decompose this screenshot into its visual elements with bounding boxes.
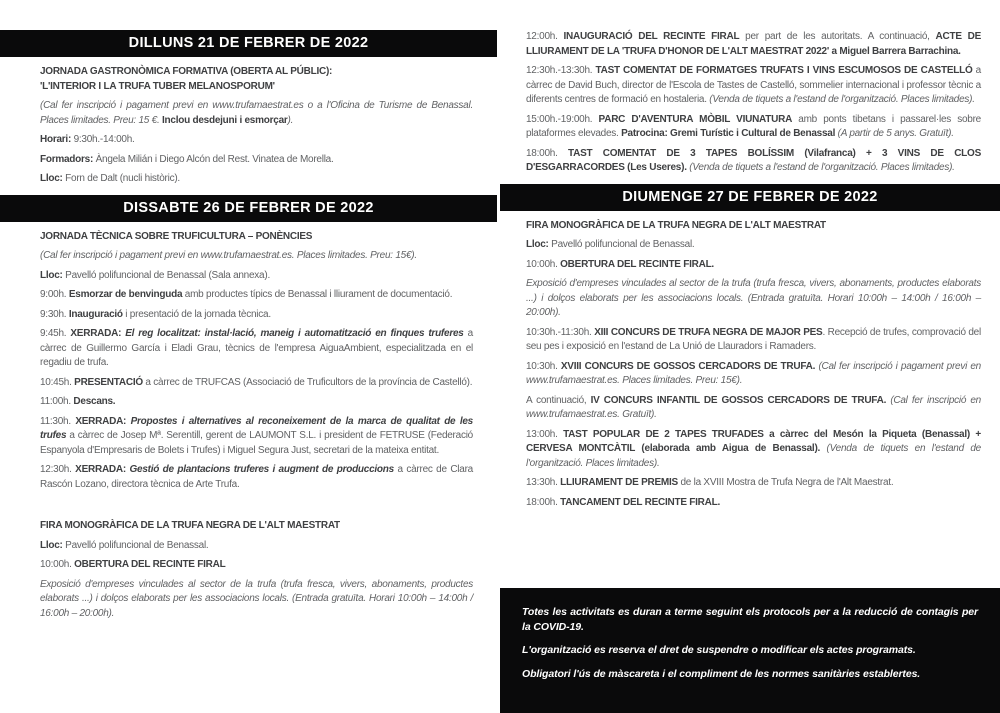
- text-run: 12:30h.: [40, 464, 76, 475]
- text-run: de la XVIII Mostra de Trufa Negra de l'Alt Maestrat.: [677, 477, 894, 488]
- text-run: . Recepció de trufes, comprovació del seu pes i exposició en l'estand de La Unió de Llauradors i Ramaders.: [526, 326, 981, 352]
- text-run: FIRA MONOGRÀFICA DE LA TRUFA NEGRA DE L'ALT MAESTRAT: [40, 520, 340, 531]
- text-run: Forn de Dalt (nucli històric).: [65, 173, 180, 184]
- text-run: TAST POPULAR DE 2 TAPES TRUFADES a càrrec del Mesón la Piqueta (Benassal) + CERVESA MONTCÀTIL (elaborada amb Aigua de Benassal).: [526, 428, 981, 454]
- text-run: El reg localitzat: instal·lació, maneig i automatització en finques truferes: [125, 328, 464, 339]
- text-run: 10:00h.: [526, 258, 561, 270]
- text-run: amb ponts tibetans i passarel·les sobre plataformes elevades.: [526, 113, 981, 139]
- text-run: (Cal fer inscripció i pagament previ en www.trufamaestrat.es. Places limitades. Preu: 15€).: [40, 250, 417, 261]
- text-run: PRESENTACIÓ: [74, 376, 143, 388]
- text-run: a càrrec de Guillermo García i Eladi Grau, tècnics de l'empresa AiguaAmbient, especialitzada en el regadiu de trufa.: [40, 328, 473, 368]
- registration-note: [40, 249, 473, 264]
- text-run: Lloc:: [526, 239, 552, 250]
- event-title-fira-monografica: [40, 519, 473, 534]
- text-run: 13:00h.: [526, 428, 564, 440]
- location-line: [40, 172, 473, 187]
- text-run: JORNADA GASTRONÒMICA FORMATIVA (OBERTA AL PÚBLIC):: [40, 66, 333, 77]
- text-run: TAST COMENTAT DE 3 TAPES BOLÍSSIM (Vilafranca) + 3 VINS DE CLOS D'ESGARRACORDES (Les Useres).: [526, 147, 981, 173]
- text-run: Patrocina: Gremi Turístic i Cultural de Benassal: [621, 128, 838, 139]
- covid-notice: [500, 588, 1000, 713]
- text-run: XERRADA:: [70, 328, 126, 339]
- trainers-line: [40, 153, 473, 168]
- agenda-item-1200: [526, 30, 981, 59]
- text-run: XVIII CONCURS DE GOSSOS CERCADORS DE TRUFA.: [560, 360, 819, 372]
- text-run: Inauguració: [68, 308, 123, 320]
- text-run: Lloc:: [40, 173, 66, 184]
- text-run: (Cal fer inscripció i pagament previ en www.trufamaestrat.es. Places limitades. Preu: 15€).: [526, 360, 981, 386]
- agenda-item-1045: [40, 376, 473, 391]
- text-run: 18:00h.: [526, 147, 569, 159]
- text-run: Esmorzar de benvinguda: [68, 289, 183, 300]
- event-title-jornada-tecnica: [40, 230, 473, 245]
- text-run: Pavelló polifuncional de Benassal (Sala annexa).: [65, 269, 270, 281]
- agenda-item-1230: [40, 463, 473, 492]
- text-run: (Cal fer inscripció en www.trufamaestrat.es. Gratuït).: [526, 394, 981, 420]
- text-run: 9:45h.: [40, 328, 71, 339]
- text-run: Pavelló polifuncional de Benassal.: [551, 239, 695, 250]
- date-header-diumenge: DIUMENGE 27 DE FEBRER DE 2022: [500, 184, 1000, 211]
- text-run: Formadors:: [40, 153, 96, 165]
- left-column: [0, 0, 497, 626]
- registration-note: [40, 99, 473, 128]
- text-run: i presentació de la jornada tècnica.: [122, 308, 271, 320]
- text-run: a càrrec de David Buch, director de l'Escola de Tastes de Castelló, sommelier internacional i professor tècnic a diferents centres de formació en hostaleria.: [526, 65, 981, 105]
- text-run: ).: [287, 114, 294, 126]
- text-run: (Cal fer inscripció i pagament previ en www.trufamaestrat.es o a l'Oficina de Turisme de Benassal. Places limitades. Preu: 15 €.: [40, 100, 473, 126]
- agenda-item-0930: [40, 308, 473, 323]
- text-run: 13:30h.: [526, 477, 561, 488]
- text-run: FIRA MONOGRÀFICA DE LA TRUFA NEGRA DE L'ALT MAESTRAT: [526, 219, 826, 231]
- text-run: 10:30h.-11:30h.: [526, 326, 595, 338]
- agenda-item-1130: [40, 415, 473, 459]
- text-run: (Venda de tiquets a l'estand de l'organització. Places limitades).: [689, 162, 955, 173]
- text-run: JORNADA TÈCNICA SOBRE TRUFICULTURA – PONÈNCIES: [40, 230, 313, 242]
- text-run: INAUGURACIÓ DEL RECINTE FIRAL: [563, 31, 740, 42]
- text-run: PARC D'AVENTURA MÒBIL VIUNATURA: [598, 113, 793, 125]
- agenda-item-1500-1900: [526, 113, 981, 142]
- text-run: Àngela Milián i Diego Alcón del Rest. Vinatea de Morella.: [95, 153, 334, 165]
- text-run: OBERTURA DEL RECINTE FIRAL: [74, 559, 226, 570]
- agenda-item-1300: [526, 428, 981, 472]
- text-run: 9:30h.-14:00h.: [73, 134, 135, 145]
- text-run: per part de les autoritats. A continuació,: [739, 31, 936, 42]
- organizer-rights-note: L'organització es reserva el dret de suspendre o modificar els actes programats.: [522, 644, 916, 656]
- agenda-item-continuacio: [526, 394, 981, 423]
- text-run: a càrrec de TRUFCAS (Associació de Truficultors de la província de Castelló).: [142, 376, 473, 388]
- location-line: [526, 238, 981, 253]
- spacer: [0, 497, 497, 519]
- mask-requirement-note: Obligatori l'ús de màscareta i el compliment de les normes sanitàries establertes.: [522, 667, 921, 680]
- text-run: Lloc:: [40, 539, 66, 551]
- text-run: TAST COMENTAT DE FORMATGES TRUFATS I VINS ESCUMOSOS DE CASTELLÓ: [595, 65, 973, 76]
- event-title-fira-monografica: [526, 219, 981, 234]
- text-run: 11:30h.: [40, 415, 76, 427]
- agenda-item-1800-tancament: [526, 496, 981, 511]
- date-header-dissabte: DISSABTE 26 DE FEBRER DE 2022: [0, 195, 497, 222]
- agenda-item-1230-1330: [526, 64, 981, 108]
- text-run: 10:00h.: [40, 559, 75, 570]
- text-run: 15:00h.-19:00h.: [526, 113, 599, 125]
- text-run: 10:30h.: [526, 360, 561, 372]
- text-run: XERRADA:: [75, 415, 131, 427]
- agenda-item-1000: [526, 258, 981, 273]
- agenda-item-1800: [526, 147, 981, 176]
- text-run: 12:00h.: [526, 31, 564, 42]
- text-run: (A partir de 5 anys. Gratuït).: [837, 128, 954, 139]
- text-run: 9:30h.: [40, 308, 69, 320]
- text-run: 9:00h.: [40, 289, 69, 300]
- agenda-item-0900: [40, 288, 473, 303]
- text-run: 10:45h.: [40, 376, 75, 388]
- covid-protocol-note: Totes les activitats es duran a terme seguint els protocols per a la reducció de contagis per la COVID-19.: [522, 606, 978, 633]
- text-run: OBERTURA DEL RECINTE FIRAL.: [560, 258, 714, 270]
- text-run: (Venda de tiquets a l'estand de l'organització. Places limitades).: [709, 94, 975, 105]
- exhibition-note: [526, 277, 981, 321]
- text-run: Gestió de plantacions truferes i augment de produccions: [129, 464, 394, 475]
- schedule-line: [40, 133, 473, 148]
- text-run: 'L'INTERIOR I LA TRUFA TUBER MELANOSPORUM': [40, 80, 275, 92]
- text-run: amb productes típics de Benassal i lliurament de documentació.: [182, 289, 453, 300]
- text-run: Exposició d'empreses vinculades al sector de la trufa (trufa fresca, vivers, abonaments, productes elaborats ...) i dolços elaborats per les associacions locals. (Entrada gratuïta. Horari 10:00h – 14:00h / 16:00h – 20:00h).: [526, 278, 981, 318]
- text-run: ACTE DE LLIURAMENT DE LA 'TRUFA D'HONOR DE L'ALT MAESTRAT 2022' a Miguel Barrera Barrachina.: [526, 31, 981, 57]
- event-title-jornada-gastronomica: [40, 65, 473, 94]
- text-run: A continuació,: [526, 394, 591, 406]
- text-run: TANCAMENT DEL RECINTE FIRAL.: [560, 496, 721, 508]
- agenda-item-1100: [40, 395, 473, 410]
- text-run: Horari:: [40, 134, 74, 145]
- agenda-item-1030: [526, 360, 981, 389]
- date-header-dilluns: DILLUNS 21 DE FEBRER DE 2022: [0, 30, 497, 57]
- agenda-item-1330: [526, 476, 981, 491]
- text-run: IV CONCURS INFANTIL DE GOSSOS CERCADORS DE TRUFA.: [590, 394, 891, 406]
- text-run: (Venda de tiquets en l'estand de l'organització. Places limitades).: [526, 443, 981, 469]
- text-run: 11:00h.: [40, 396, 74, 407]
- text-run: LLIURAMENT DE PREMIS: [560, 477, 678, 488]
- agenda-item-0945: [40, 327, 473, 371]
- location-line: [40, 539, 473, 554]
- text-run: Pavelló polifuncional de Benassal.: [65, 539, 209, 551]
- text-run: a càrrec de Clara Rascón Lozano, directora tècnica de Arte Trufa.: [40, 464, 473, 490]
- text-run: Descans.: [73, 396, 116, 407]
- text-run: a càrrec de Josep Mª. Serentill, gerent de LAUMONT S.L. i president de FETRUSE (Federació Espanyola d'Empresaris de Bolets i Trufes) i Miguel Segura Just, secretari de la mateixa entitat.: [40, 430, 473, 456]
- agenda-item-1030-1130: [526, 326, 981, 355]
- text-run: 12:30h.-13:30h.: [526, 65, 596, 76]
- text-run: Lloc:: [40, 269, 66, 281]
- agenda-item-1000: [40, 558, 473, 573]
- text-run: Inclou desdejuni i esmorçar: [162, 114, 288, 126]
- right-column: [500, 0, 1000, 515]
- location-line: [40, 269, 473, 284]
- text-run: XERRADA:: [75, 464, 130, 475]
- text-run: Exposició d'empreses vinculades al sector de la trufa (trufa fresca, vivers, abonaments, productes elaborats ...) i dolços elaborats per les associacions locals. (Entrada gratuïta. Horari 10:00h – 14:00h / 16:00h – 20:00h).: [40, 578, 473, 619]
- text-run: XIII CONCURS DE TRUFA NEGRA DE MAJOR PES: [594, 326, 823, 338]
- text-run: 18:00h.: [526, 496, 561, 508]
- text-run: Propostes i alternatives al reconeixement de la marca de qualitat de les trufes: [40, 415, 473, 441]
- exhibition-note: [40, 578, 473, 622]
